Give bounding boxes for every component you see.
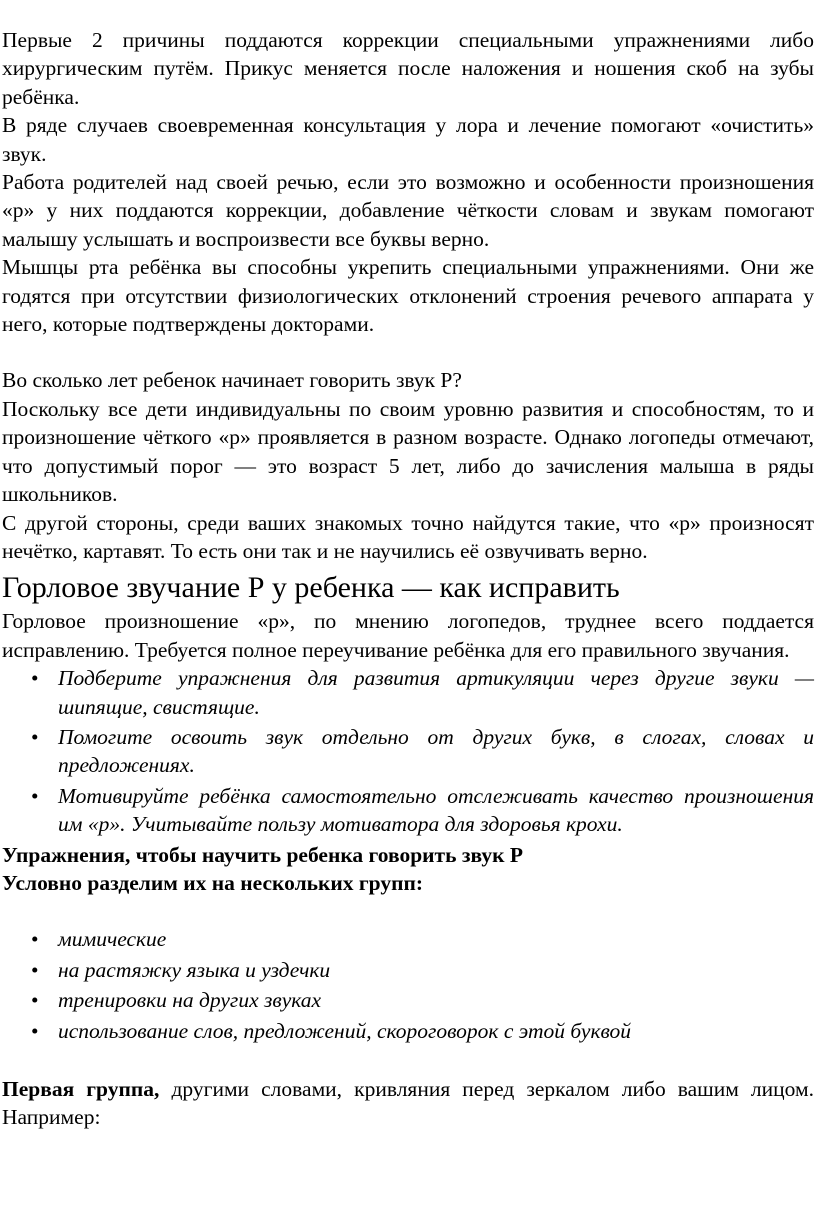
list-item (2, 925, 814, 953)
bullet-icon: • (31, 957, 39, 982)
list-item-text: на растяжку языка и уздечки (58, 957, 331, 982)
paragraph: Работа родителей над своей речью, если это возможно и особенности произношения «р» у них поддаются коррекции, добавление чёткости словам и звукам помогают малышу услышать и воспроизвести все буквы верно. (2, 170, 814, 251)
paragraph: Поскольку все дети индивидуальны по своим уровню развития и способностям, то и произношение чёткого «р» проявляется в разном возрасте. Однако логопеды отмечают, что допустимый порог — это возраст 5 лет, либо до зачисления малыша в ряды школьников. (2, 396, 814, 507)
blank-line (2, 338, 814, 366)
list-item-text: тренировки на других звуках (58, 988, 322, 1013)
paragraph: С другой стороны, среди ваших знакомых точно найдутся такие, что «р» произносят нечётко, картавят. То есть они так и не научились её озвучивать верно. (2, 510, 814, 563)
paragraph: Первые 2 причины поддаются коррекции специальными упражнениями либо хирургическим путём. Прикус меняется после наложения и ношения скоб на зубы ребёнка. (2, 28, 814, 109)
bold-lead: Первая группа, (2, 1077, 160, 1101)
list-item-text: Подберите упражнения для развития артикуляции через другие звуки — шипящие, свистящие. (58, 666, 814, 719)
question-line: Во сколько лет ребенок начинает говорить звук Р? (2, 368, 462, 393)
list-item-text: Мотивируйте ребёнка самостоятельно отслеживать качество произношения им «р». Учитывайте пользу мотиватора для здоровья крохи. (58, 783, 814, 837)
bullet-icon: • (31, 724, 39, 749)
list-item (2, 723, 814, 780)
bullet-icon: • (31, 1018, 39, 1043)
list-item (2, 664, 814, 721)
list-item-text: Помогите освоить звук отдельно от других букв, в слогах, словах и предложениях. (58, 724, 814, 778)
bullet-icon: • (31, 666, 39, 691)
list-item (2, 986, 814, 1014)
blank-line (2, 897, 814, 925)
list-item (2, 782, 814, 839)
paragraph (2, 1075, 814, 1132)
paragraph: В ряде случаев своевременная консультация у лора и лечение помогают «очистить» звук. (2, 113, 814, 166)
list-item (2, 956, 814, 984)
bold-subheading: Упражнения, чтобы научить ребенка говорить звук Р (2, 842, 524, 867)
paragraph: Мышцы рта ребёнка вы способны укрепить специальными упражнениями. Они же годятся при отсутствии физиологических отклонений строения речевого аппарата у него, которые подтверждены докторами. (2, 255, 814, 337)
intro-paragraph: Горловое произношение «р», по мнению логопедов, труднее всего поддается исправлению. Требуется полное переучивание ребёнка для его правильного звучания. (2, 609, 814, 662)
blank-line (2, 1047, 814, 1075)
list-item (2, 1017, 814, 1045)
list-item-text: мимические (58, 927, 167, 952)
bold-subheading: Условно разделим их на нескольких групп: (2, 870, 424, 895)
section-heading: Горловое звучание Р у ребенка — как исправить (2, 571, 620, 605)
tips-list (2, 664, 814, 838)
bullet-icon: • (31, 988, 39, 1013)
bullet-icon: • (31, 783, 39, 808)
bullet-icon: • (31, 927, 39, 952)
paragraph-text: другими словами, кривляния перед зеркалом либо вашим лицом. Например: (2, 1077, 814, 1130)
list-item-text: использование слов, предложений, скороговорок с этой буквой (58, 1018, 632, 1043)
groups-list (2, 925, 814, 1045)
